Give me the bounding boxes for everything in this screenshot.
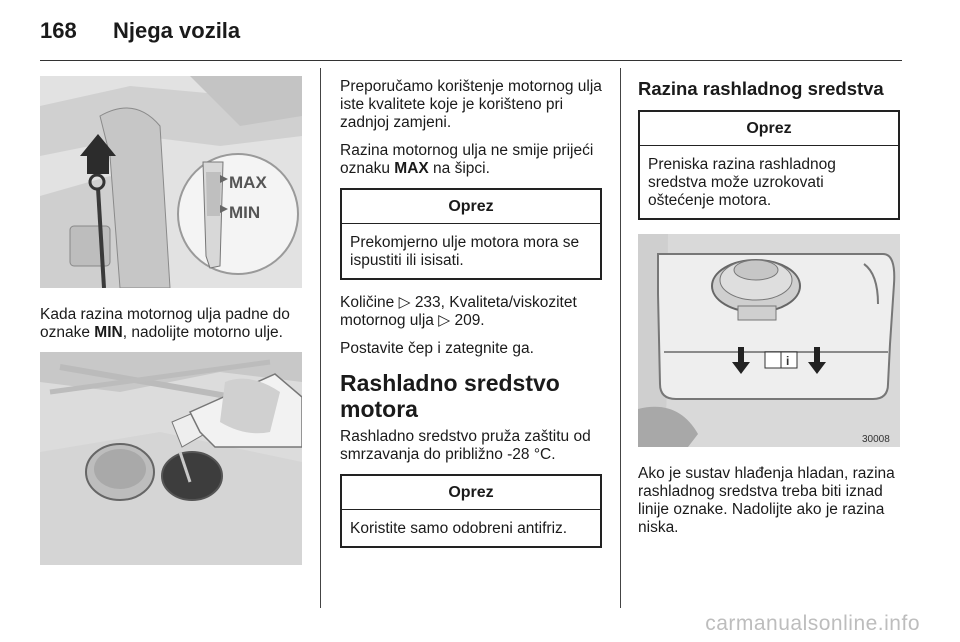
caution-title: Oprez: [342, 190, 600, 224]
column-3: [638, 78, 900, 547]
header-rule: [40, 60, 902, 61]
column-1: [40, 76, 302, 565]
min-mark-label: MIN: [229, 203, 261, 222]
coolant-reservoir-figure: [638, 234, 900, 447]
section-heading-coolant: Rashladno sredstvo motora: [340, 370, 560, 422]
oil-pouring-illustration: [40, 352, 302, 565]
column-divider: [620, 68, 621, 608]
coolant-protection-paragraph: Rashladno sredstvo pruža zaštitu od smrzavanja do približno -28 °C.: [340, 428, 591, 463]
dipstick-figure: [40, 76, 302, 288]
engine-dipstick-illustration: [40, 76, 302, 288]
oil-max-paragraph: Razina motornog ulja ne smije prijeći oznaku MAX na šipci.: [340, 142, 594, 177]
section-heading-coolant-level: Razina rashladnog sredstva: [638, 78, 884, 99]
cap-instruction-paragraph: Postavite čep i zategnite ga.: [340, 340, 534, 357]
caution-title: Oprez: [640, 112, 898, 146]
oil-min-paragraph: Kada razina motornog ulja padne do oznake MIN, nadolijte motorno ulje.: [40, 306, 290, 341]
column-divider: [320, 68, 321, 608]
svg-text:i: i: [786, 354, 790, 368]
oil-quality-paragraph: Preporučamo korištenje motornog ulja iste kvalitete koje je korišteno pri zadnjoj zamjeni.: [340, 78, 602, 131]
column-2: [340, 78, 602, 562]
coolant-level-paragraph: Ako je sustav hlađenja hladan, razina rashladnog sredstva treba biti iznad linije oznake. Nadolijte ako je razina niska.: [638, 465, 895, 536]
caution-box-excess-oil: [340, 188, 602, 280]
figure-code: 30008: [862, 434, 890, 445]
max-mark-label: MAX: [229, 173, 267, 192]
watermark: carmanualsonline.info: [705, 612, 920, 635]
caution-text: Preniska razina rashladnog sredstva može uzrokovati oštećenje motora.: [648, 156, 836, 209]
caution-title: Oprez: [342, 476, 600, 510]
caution-text: Prekomjerno ulje motora mora se ispustiti ili isisati.: [350, 234, 580, 269]
page-title: Njega vozila: [113, 18, 241, 43]
coolant-reservoir-illustration: [638, 234, 900, 447]
quantities-reference-paragraph: Količine ▷ 233, Kvaliteta/viskozitet motornog ulja ▷ 209.: [340, 294, 577, 329]
caution-box-low-coolant: [638, 110, 900, 220]
caution-text: Koristite samo odobreni antifriz.: [350, 520, 568, 537]
caution-box-antifreeze: [340, 474, 602, 548]
page-number: 168: [40, 18, 77, 43]
oil-pouring-figure: [40, 352, 302, 565]
